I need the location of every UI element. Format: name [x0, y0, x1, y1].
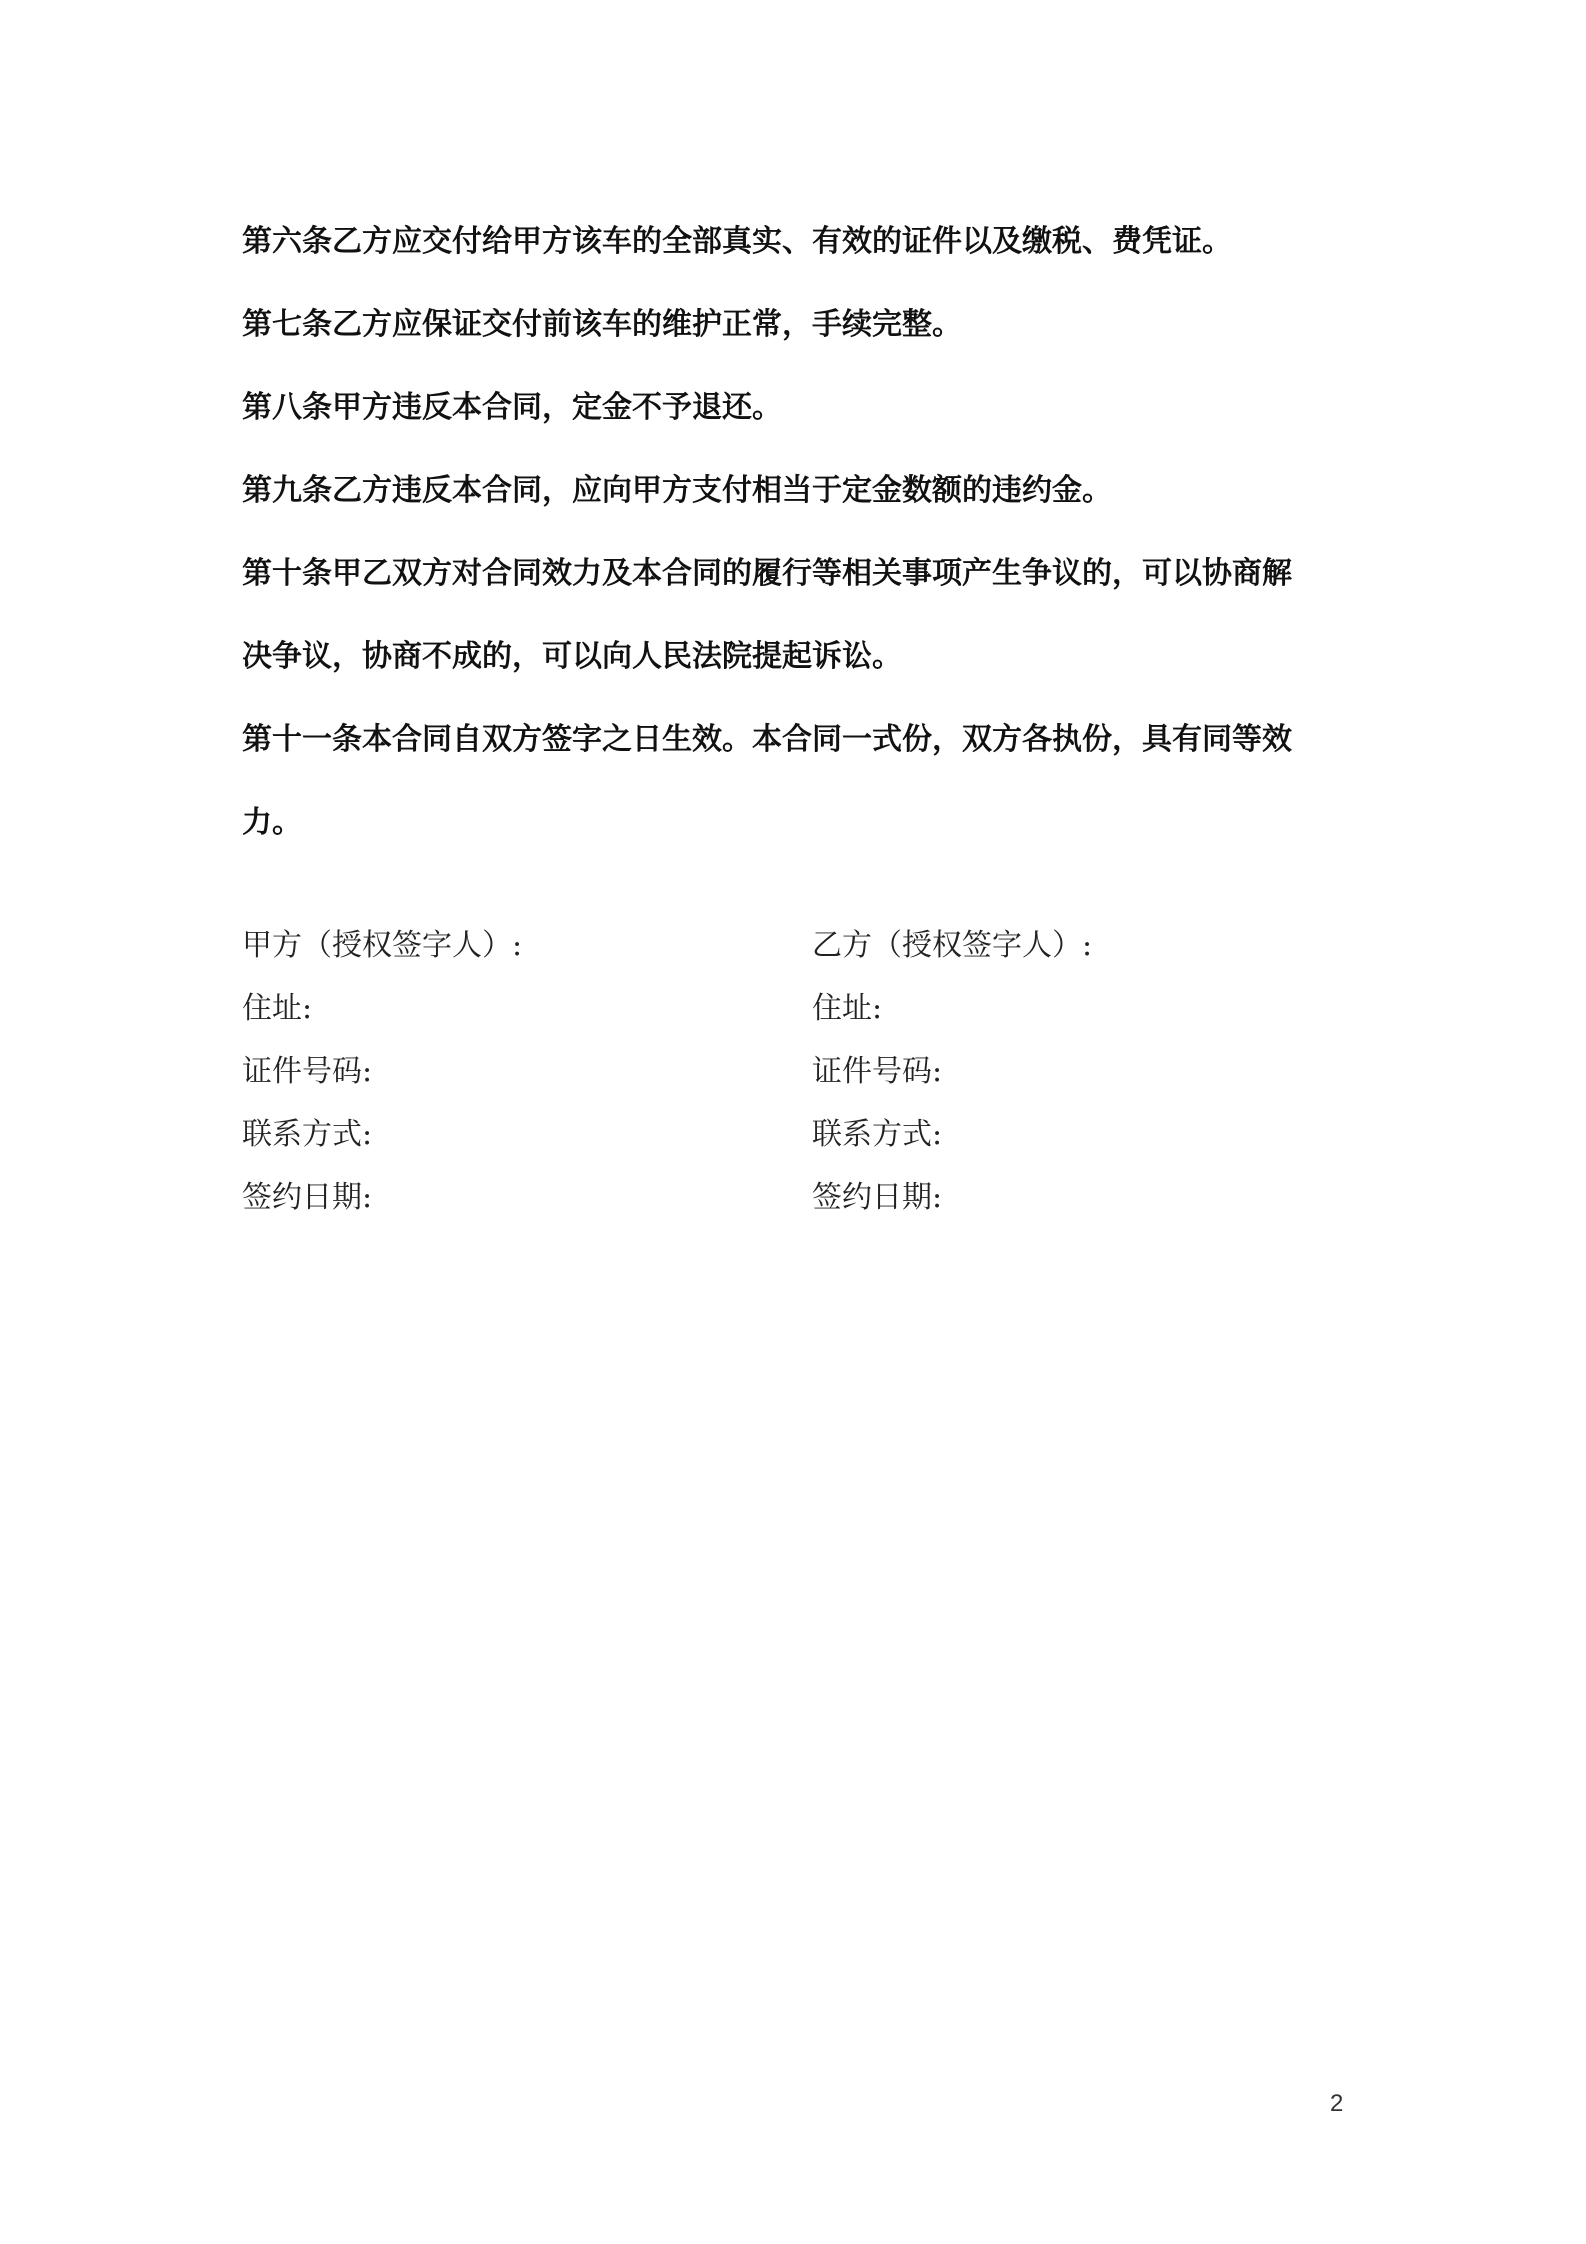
- clause-11: [242, 698, 1362, 864]
- clause-line: 第六条乙方应交付给甲方该车的全部真实、有效的证件以及缴税、费凭证。: [242, 224, 1232, 259]
- signature-row-contact: [242, 1099, 1362, 1162]
- clause-line: 第九条乙方违反本合同，应向甲方支付相当于定金数额的违约金。: [242, 473, 1112, 508]
- clause-line: 力。: [242, 805, 302, 840]
- signature-block: [242, 910, 1362, 1225]
- signature-row-address: [242, 973, 1362, 1036]
- party-b-signing-date-label: 签约日期:: [812, 1179, 943, 1215]
- clause-line: 决争议，协商不成的，可以向人民法院提起诉讼。: [242, 639, 902, 674]
- party-b-contact-label: 联系方式:: [812, 1116, 943, 1152]
- clause-6: [242, 200, 1362, 283]
- signature-row-date: [242, 1162, 1362, 1225]
- party-a-signatory-label: 甲方（授权签字人）:: [242, 927, 523, 963]
- contract-clauses: [242, 200, 1362, 864]
- clause-7: [242, 283, 1362, 366]
- clause-10: [242, 532, 1362, 698]
- signature-row-id-number: [242, 1036, 1362, 1099]
- clause-line: 第八条甲方违反本合同，定金不予退还。: [242, 390, 782, 425]
- party-b-address-label: 住址:: [812, 990, 883, 1026]
- clause-line: 第十一条本合同自双方签字之日生效。本合同一式份，双方各执份，具有同等效: [242, 722, 1292, 757]
- party-a-contact-label: 联系方式:: [242, 1116, 373, 1152]
- clause-8: [242, 366, 1362, 449]
- party-a-signing-date-label: 签约日期:: [242, 1179, 373, 1215]
- clause-line: 第七条乙方应保证交付前该车的维护正常，手续完整。: [242, 307, 962, 342]
- party-b-id-number-label: 证件号码:: [812, 1053, 943, 1089]
- signature-row-signatory: [242, 910, 1362, 973]
- page-number: 2: [1330, 2090, 1344, 2117]
- party-b-signatory-label: 乙方（授权签字人）:: [812, 927, 1093, 963]
- clause-9: [242, 449, 1362, 532]
- party-a-id-number-label: 证件号码:: [242, 1053, 373, 1089]
- clause-line: 第十条甲乙双方对合同效力及本合同的履行等相关事项产生争议的，可以协商解: [242, 556, 1292, 591]
- party-a-address-label: 住址:: [242, 990, 313, 1026]
